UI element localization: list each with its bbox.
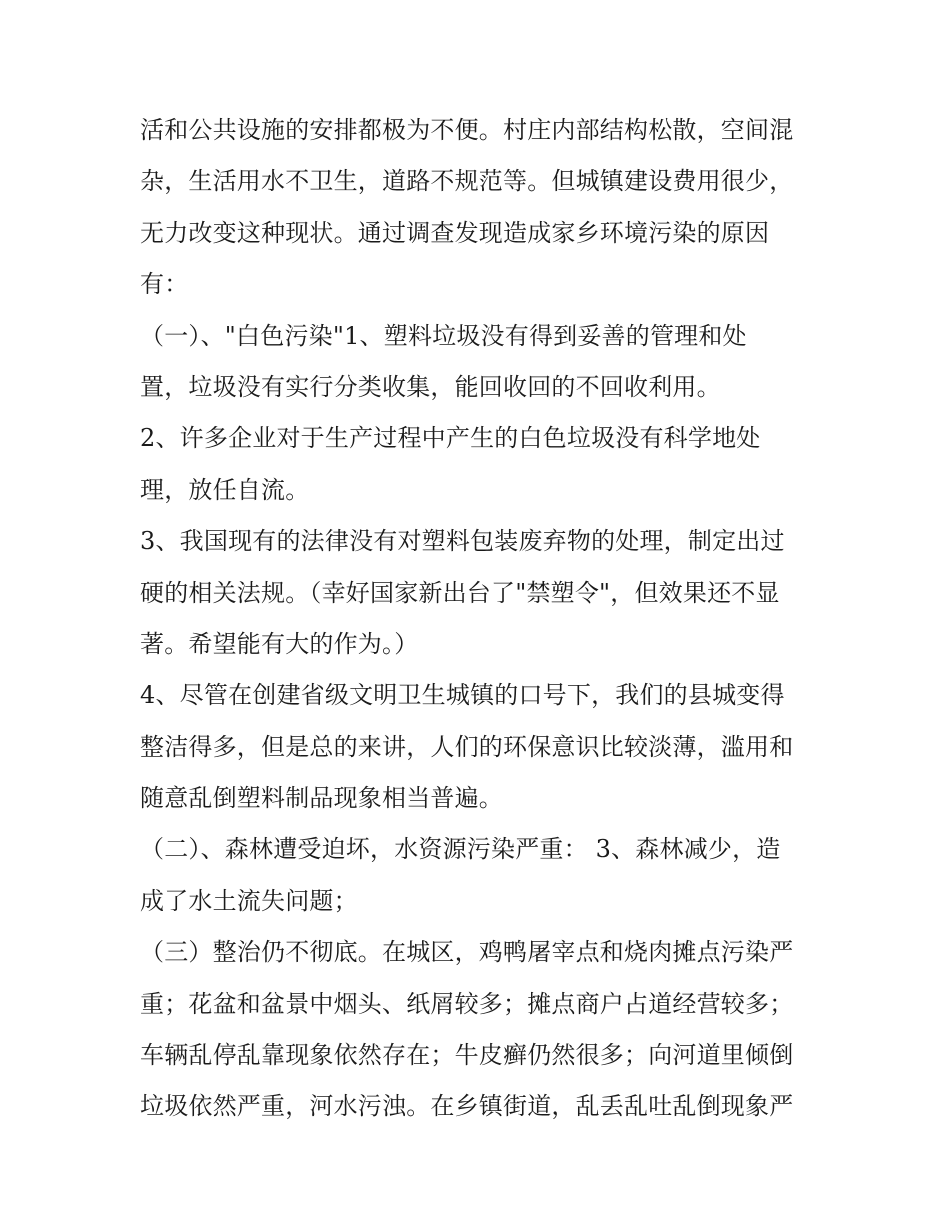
text-line: 2、许多企业对于生产过程中产生的白色垃圾没有科学地处	[140, 424, 761, 453]
text-line: 置，垃圾没有实行分类收集，能回收回的不回收利用。	[140, 372, 721, 401]
text-line: 3、我国现有的法律没有对塑料包装废弃物的处理，制定出过	[140, 527, 785, 556]
text-line: 随意乱倒塑料制品现象相当普遍。	[140, 784, 503, 813]
text-line: 成了水土流失问题；	[140, 886, 358, 915]
text-line: 活和公共设施的安排都极为不便。村庄内部结构松散，空间混	[140, 116, 794, 144]
text-line: （二）、森林遭受迫坏，水资源污染严重： 3、森林减少，造	[140, 835, 781, 864]
text-line: （一）、"白色污染"1、塑料垃圾没有得到妥善的管理和处	[140, 321, 747, 350]
text-line: 著。希望能有大的作为。）	[140, 629, 419, 658]
text-line: 4、尽管在创建省级文明卫生城镇的口号下，我们的县城变得	[140, 681, 785, 710]
text-line: 车辆乱停乱靠现象依然存在；牛皮癣仍然很多；向河道里倾倒	[140, 1041, 794, 1070]
text-line: 有：	[140, 270, 189, 299]
text-line: 理，放任自流。	[140, 475, 310, 504]
text-line: 杂，生活用水不卫生，道路不规范等。但城镇建设费用很少，	[140, 167, 794, 196]
text-line: 垃圾依然严重，河水污浊。在乡镇街道，乱丢乱吐乱倒现象严	[140, 1092, 794, 1121]
text-line: 硬的相关法规。（幸好国家新出台了"禁塑令"，但效果还不显	[140, 578, 780, 607]
text-line: （三）整治仍不彻底。在城区，鸡鸭屠宰点和烧肉摊点污染严	[140, 938, 794, 967]
body-text	[140, 105, 830, 1133]
text-line: 重；花盆和盆景中烟头、纸屑较多；摊点商户占道经营较多；	[140, 989, 794, 1018]
text-line: 无力改变这种现状。通过调查发现造成家乡环境污染的原因	[140, 218, 770, 247]
text-line: 整洁得多，但是总的来讲，人们的环保意识比较淡薄，滥用和	[140, 732, 794, 761]
